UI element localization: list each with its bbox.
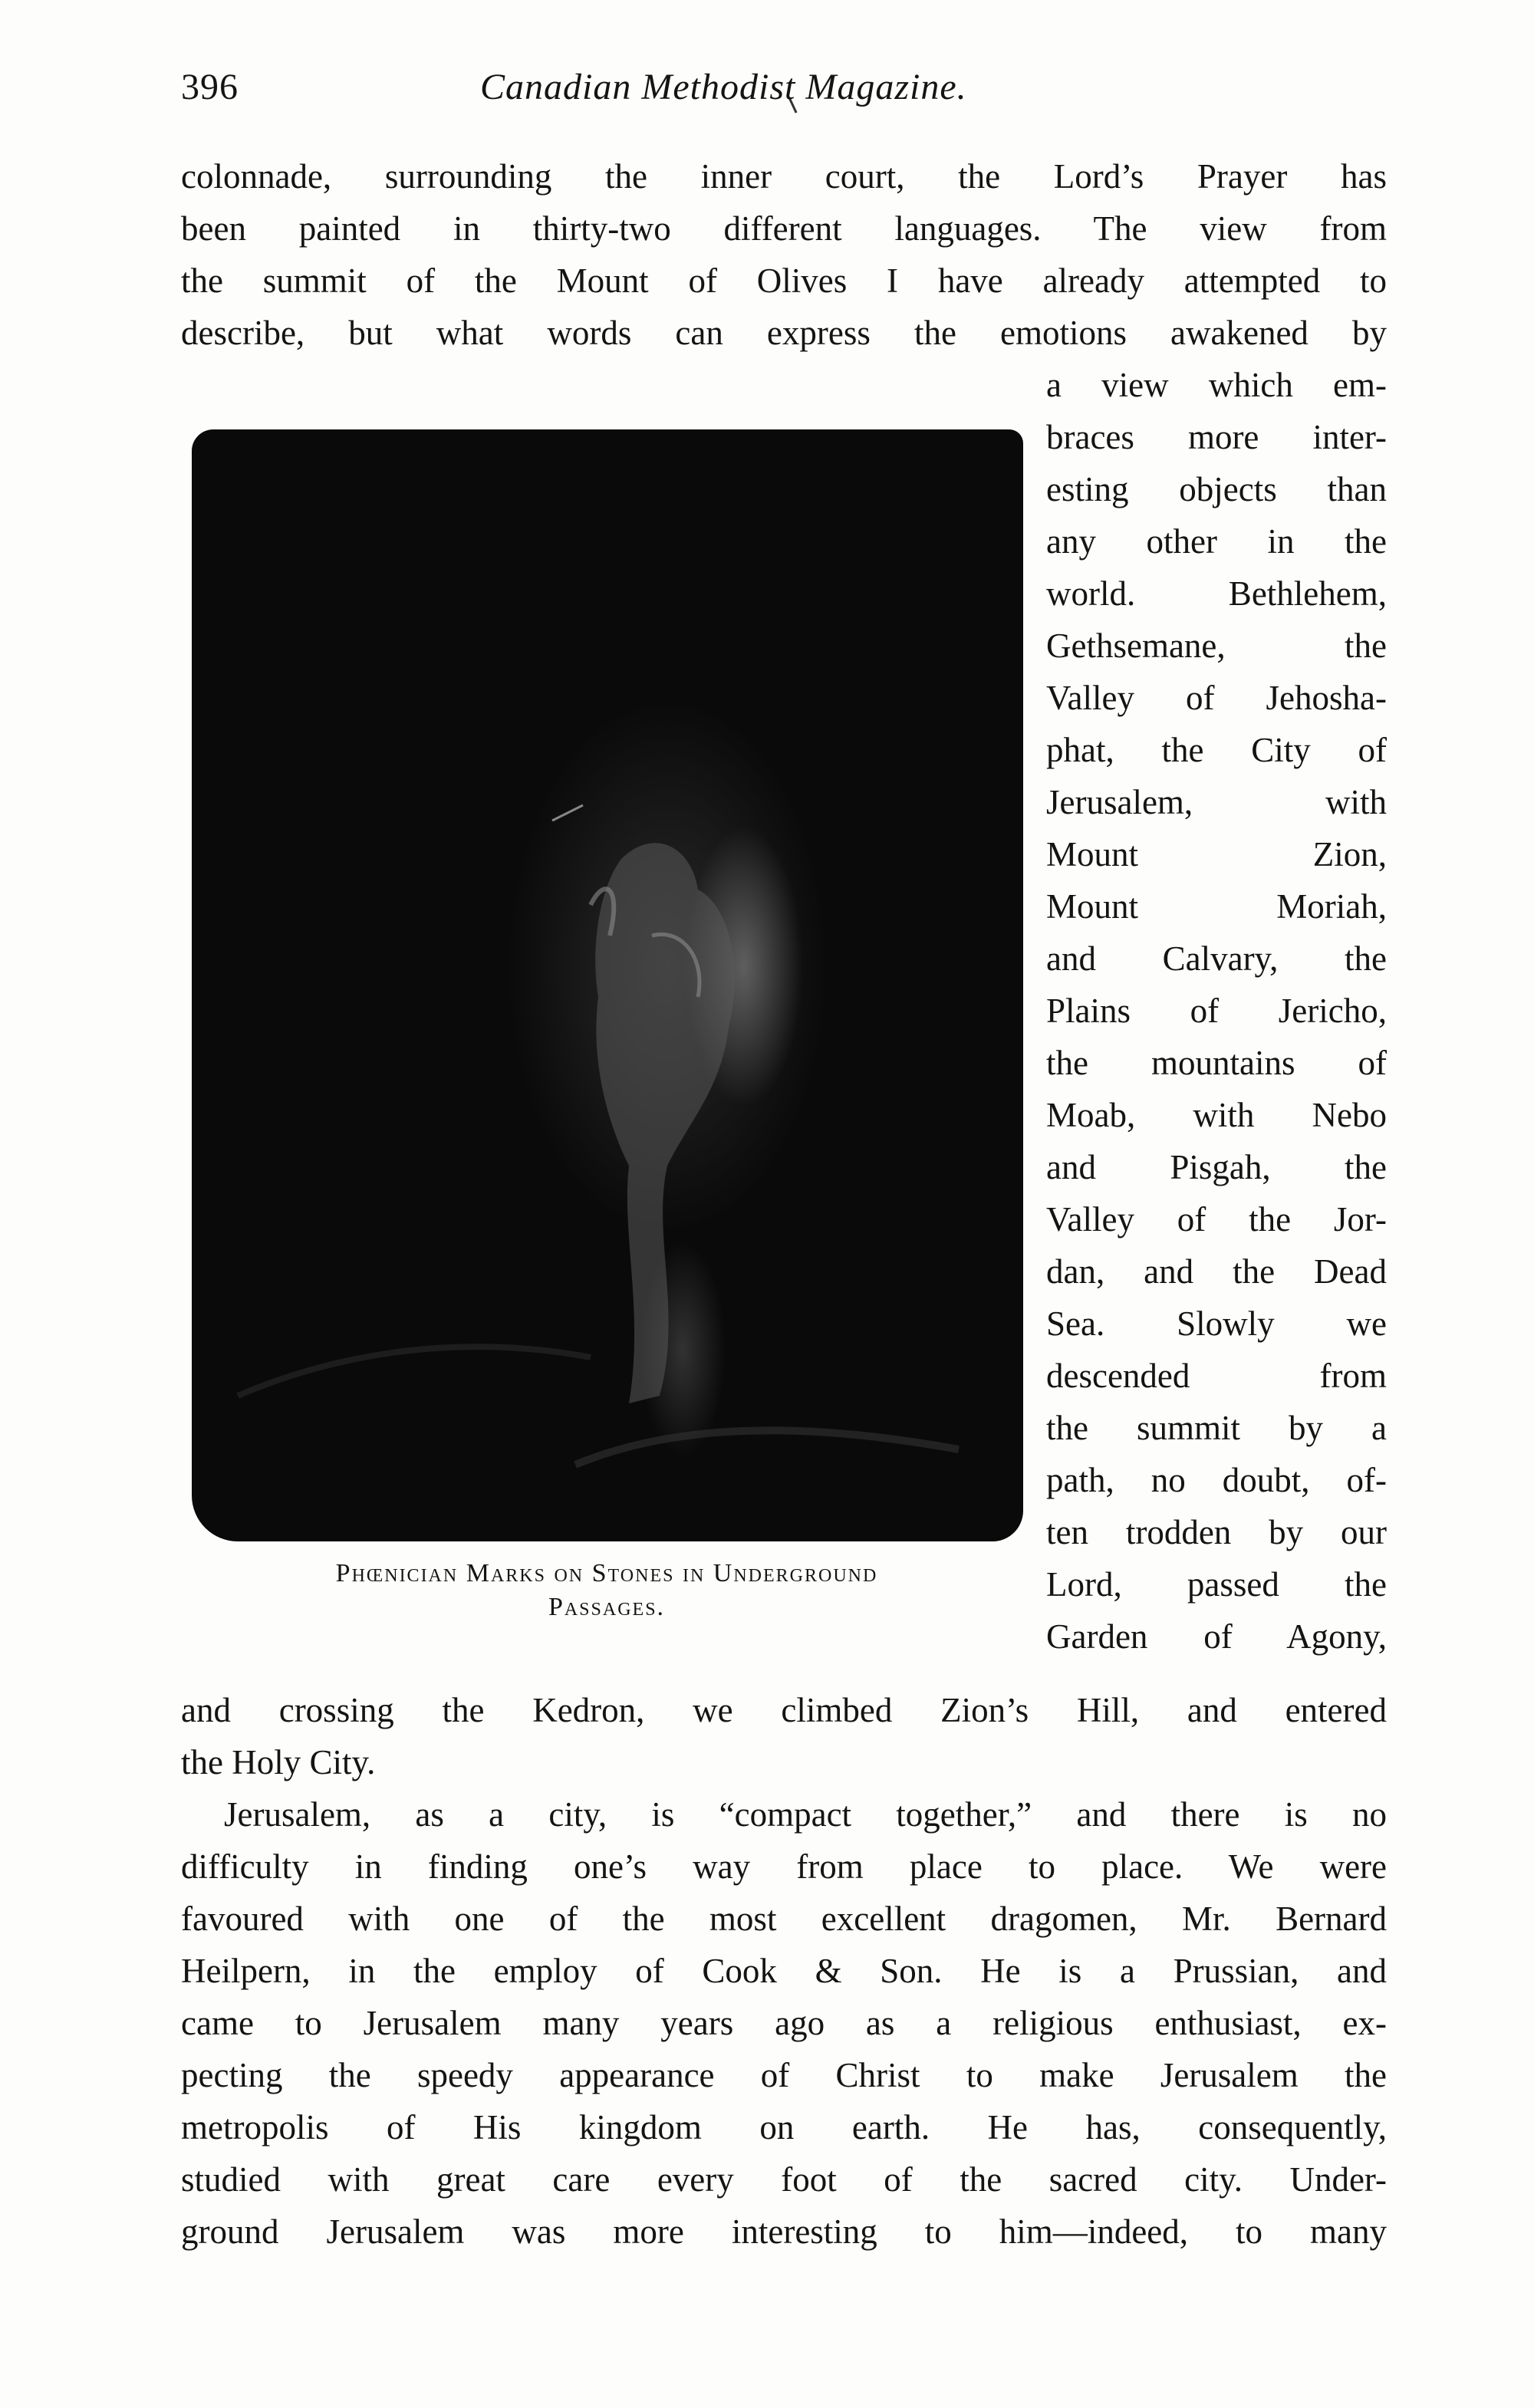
text-line: descended from <box>1046 1357 1387 1395</box>
text-line: phat, the City of <box>1046 731 1387 769</box>
text-line: Garden of Agony, <box>1046 1617 1387 1656</box>
engraving-illustration <box>192 429 1023 1541</box>
paragraph-bottom <box>181 1684 1387 2258</box>
text-line: ten trodden by our <box>1046 1513 1387 1551</box>
text-line: Lord, passed the <box>1046 1565 1387 1604</box>
text-line: and Calvary, the <box>1046 939 1387 978</box>
text-line: and crossing the Kedron, we climbed Zion’s Hill, and entered <box>181 1691 1387 1729</box>
text-line: path, no doubt, of- <box>1046 1461 1387 1499</box>
text-line: and Pisgah, the <box>1046 1148 1387 1186</box>
text-line: braces more inter- <box>1046 418 1387 456</box>
text-line: metropolis of His kingdom on earth. He has, consequently, <box>181 2108 1387 2146</box>
text-line: dan, and the Dead <box>1046 1252 1387 1291</box>
text-line: the summit of the Mount of Olives I have already attempted to <box>181 262 1387 300</box>
page-number: 396 <box>181 67 239 107</box>
text-line: been painted in thirty-two different languages. The view from <box>181 209 1387 248</box>
text-line: the mountains of <box>1046 1044 1387 1082</box>
text-line: the Holy City. <box>181 1743 376 1781</box>
text-line: any other in the <box>1046 522 1387 561</box>
text-line: ground Jerusalem was more interesting to him—indeed, to many <box>181 2212 1387 2251</box>
text-line: the summit by a <box>1046 1409 1387 1447</box>
text-line: Valley of the Jor- <box>1046 1200 1387 1239</box>
figure-caption <box>181 1557 1032 1624</box>
text-line: came to Jerusalem many years ago as a religious enthusiast, ex- <box>181 2004 1387 2042</box>
page-header <box>181 66 1385 120</box>
text-line: Jerusalem, as a city, is “compact together,” and there is no <box>224 1795 1387 1834</box>
caption-line: Passages. <box>548 1593 666 1621</box>
text-line: Jerusalem, with <box>1046 783 1387 821</box>
text-line: Heilpern, in the employ of Cook & Son. He is a Prussian, and <box>181 1952 1387 1990</box>
text-line: Moab, with Nebo <box>1046 1096 1387 1134</box>
text-line: colonnade, surrounding the inner court, the Lord’s Prayer has <box>181 157 1387 196</box>
text-line: Sea. Slowly we <box>1046 1304 1387 1343</box>
text-line: esting objects than <box>1046 470 1387 508</box>
engraving-figure-art <box>192 429 1023 1541</box>
text-line: describe, but what words can express the emotions awakened by <box>181 314 1387 352</box>
paragraph-top <box>181 150 1387 359</box>
text-line: pecting the speedy appearance of Christ to make Jerusalem the <box>181 2056 1387 2094</box>
text-line: favoured with one of the most excellent dragomen, Mr. Bernard <box>181 1900 1387 1938</box>
text-line: world. Bethlehem, <box>1046 574 1387 613</box>
caption-line: Phœnician Marks on Stones in Underground <box>335 1559 878 1587</box>
text-line: Plains of Jericho, <box>1046 992 1387 1030</box>
text-line: Mount Zion, <box>1046 835 1387 873</box>
paragraph-side-column <box>1046 359 1387 1663</box>
text-line: Gethsemane, the <box>1046 627 1387 665</box>
text-line: Mount Moriah, <box>1046 887 1387 926</box>
text-line: Valley of Jehosha- <box>1046 679 1387 717</box>
running-title: Canadian Methodist Magazine. <box>480 67 967 107</box>
text-line: difficulty in finding one’s way from place to place. We were <box>181 1847 1387 1886</box>
text-line: a view which em- <box>1046 366 1387 404</box>
text-line: studied with great care every foot of the sacred city. Under- <box>181 2160 1387 2199</box>
